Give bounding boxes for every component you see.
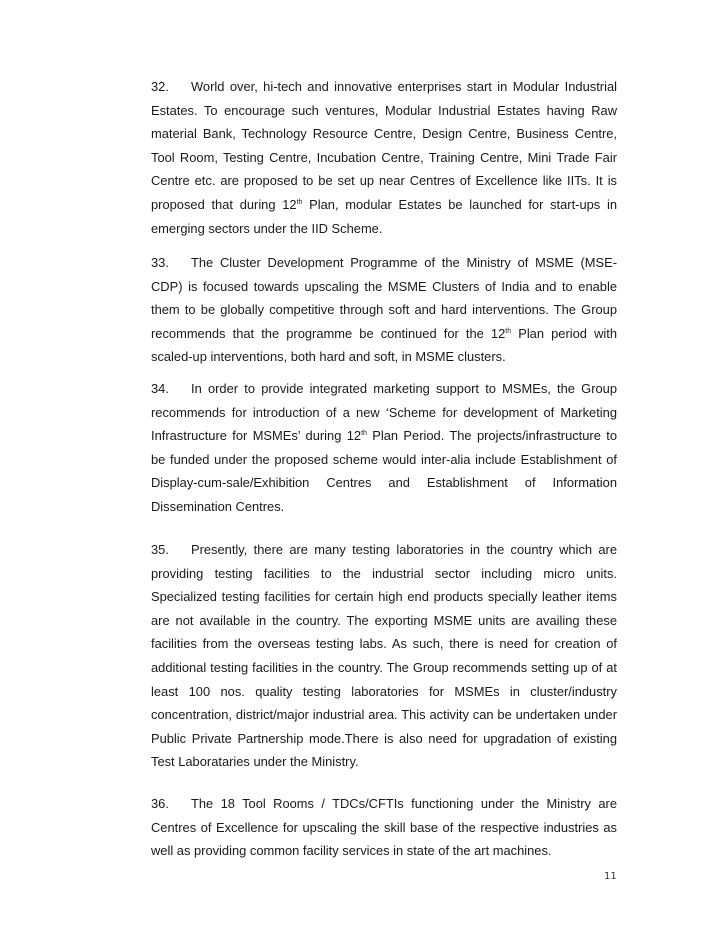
paragraph-36: [151, 792, 617, 863]
paragraph-number: 33.: [151, 255, 169, 270]
superscript: th: [361, 430, 367, 438]
paragraph-33: [151, 251, 617, 369]
paragraph-text: In order to provide integrated marketing support to MSMEs, the Group recommends for introduction of a new ‘Scheme for development of Marketing Infrastructure for MSMEs’ during 12: [151, 381, 617, 444]
paragraph-text: World over, hi-tech and innovative enterprises start in Modular Industrial Estates. To encourage such ventures, Modular Industrial Estates having Raw material Bank, Technology Resource Centre, Design Centre, Business Centre, Tool Room, Testing Centre, Incubation Centre, Training Centre, Mini Trade Fair Centre etc. are proposed to be set up near Centres of Excellence like IITs. It is proposed that during 12: [151, 79, 617, 212]
superscript: th: [505, 327, 512, 335]
paragraph-text-continued: Plan period with scaled-up interventions, both hard and soft, in MSME clusters.: [151, 325, 617, 365]
paragraph-35: [151, 538, 617, 774]
paragraph-text-continued: Plan, modular Estates be launched for start-ups in emerging sectors under the IID Scheme.: [151, 196, 618, 236]
paragraph-text: The Cluster Development Programme of the Ministry of MSME (MSE-CDP) is focused towards upscaling the MSME Clusters of India and to enable them to be globally competitive through soft and hard interventions. The Group recommends that the programme be continued for the 12: [151, 255, 617, 341]
paragraph-number: 32.: [151, 79, 169, 94]
paragraph-text: Presently, there are many testing laboratories in the country which are providing testing facilities to the industrial sector including micro units. Specialized testing facilities for certain high end products specially leather items are not available in the country. The exporting MSME units are availing these facilities from the overseas testing labs. As such, there is need for creation of additional testing facilities in the country. The Group recommends setting up of at least 100 nos. quality testing laboratories for MSMEs in cluster/industry concentration, district/major industrial area. This activity can be undertaken under Public Private Partnership mode.There is also need for upgradation of existing Test Laborataries under the Ministry.: [151, 542, 617, 770]
paragraph-34: [151, 377, 617, 519]
paragraph-text-continued: Plan Period. The projects/infrastructure to be funded under the proposed scheme would inter-alia include Establishment of Display-cum-sale/Exhibition Centres and Establishment of Information Dissemination Centres.: [151, 428, 617, 514]
superscript: th: [296, 198, 303, 206]
page-number: 11: [604, 871, 617, 882]
paragraph-number: 36.: [151, 796, 169, 811]
paragraph-number: 35.: [151, 542, 169, 557]
paragraph-32: [151, 75, 617, 240]
paragraph-text: The 18 Tool Rooms / TDCs/CFTIs functioning under the Ministry are Centres of Excellence for upscaling the skill base of the respective industries as well as providing common facility services in state of the art machines.: [151, 796, 617, 859]
paragraph-number: 34.: [151, 381, 169, 396]
